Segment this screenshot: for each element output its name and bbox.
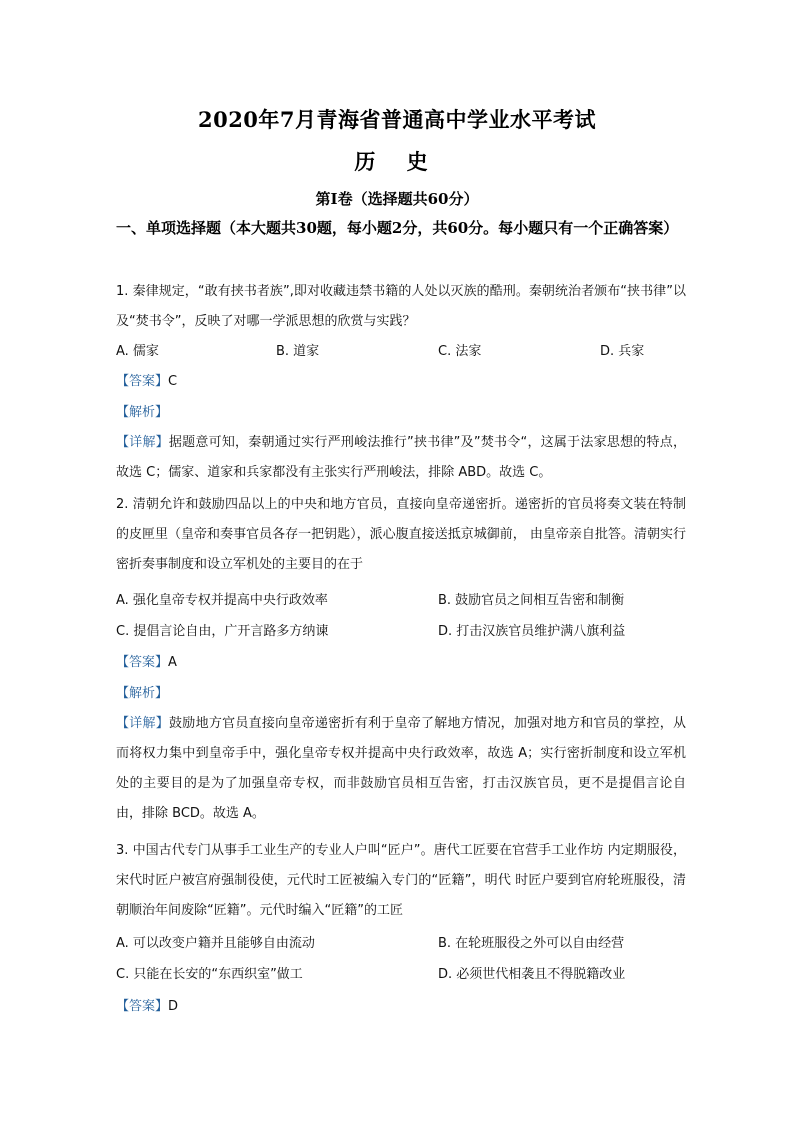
q2-option-c: C. 提倡言论自由，广开言路多方纳谏 xyxy=(116,624,329,639)
q3-answer-line xyxy=(116,997,178,1017)
q2-detail: 鼓励地方官员直接向皇帝递密折有利于皇帝了解地方情况，加强对地方和官员的掌控，从而将权力集中到皇帝手中，强化皇帝专权并提高中央行政效率，故选 A；实行密折制度和设立军机处的主要目的是为了加强皇帝专权，而非鼓励官员相互告密，打击汉族官员，更不是提倡言论自由，排除 BCD。故选 A。 xyxy=(116,716,686,821)
q1-option-b: B. 道家 xyxy=(276,344,320,359)
q2-option-a: A. 强化皇帝专权并提高中央行政效率 xyxy=(116,593,328,608)
q3-option-a: A. 可以改变户籍并且能够自由流动 xyxy=(116,936,315,951)
q2-answer: A xyxy=(168,655,177,670)
q1-detail-block xyxy=(116,428,686,488)
q2-answer-line xyxy=(116,653,177,673)
q2-analysis-label: 【解析】 xyxy=(116,686,169,701)
question-2-stem: 2. 清朝允许和鼓励四品以上的中央和地方官员，直接向皇帝递密折。递密折的官员将奏文装在特制的皮匣里（皇帝和奏事官员各存一把钥匙），派心腹直接送抵京城御前， 由皇帝亲自批答。清朝实行密折奏事制度和设立军机处的主要目的在于 xyxy=(116,497,686,572)
section-heading: 一、单项选择题（本大题共30题，每小题2分，共60分。每小题只有一个正确答案） xyxy=(116,219,679,237)
q1-option-a: A. 儒家 xyxy=(116,344,159,359)
answer-label: 【答案】 xyxy=(116,374,169,389)
q3-option-c: C. 只能在长安的“东西织室”做工 xyxy=(116,967,303,982)
q2-option-d: D. 打击汉族官员维护满八旗利益 xyxy=(438,624,626,639)
q1-detail: 据题意可知，秦朝通过实行严刑峻法推行”挟书律”及”焚书令“，这属于法家思想的特点，故选 C；儒家、道家和兵家都没有主张实行严刑峻法，排除 ABD。故选 C。 xyxy=(116,435,686,480)
exam-title: 2020年7月青海省普通高中学业水平考试 xyxy=(197,107,597,132)
q3-option-b: B. 在轮班服役之外可以自由经营 xyxy=(438,936,625,951)
q1-answer: C xyxy=(168,374,178,389)
q3-option-d: D. 必须世代相袭且不得脱籍改业 xyxy=(438,967,626,982)
detail-label: 【详解】 xyxy=(116,435,169,450)
q2-detail-block xyxy=(116,709,686,829)
q1-option-d: D. 兵家 xyxy=(600,344,645,359)
volume-title: 第Ⅰ卷（选择题共60分） xyxy=(315,190,479,208)
q3-answer: D xyxy=(168,999,179,1014)
q1-option-c: C. 法家 xyxy=(438,344,482,359)
subject-title: 历 史 xyxy=(354,149,440,174)
answer-label: 【答案】 xyxy=(116,655,169,670)
question-1-stem: 1. 秦律规定，“敢有挟书者族”,即对收藏违禁书籍的人处以灭族的酷刑。秦朝统治者颁布“挟书律”以及“焚书令”，反映了对哪一学派思想的欣赏与实践？ xyxy=(116,284,686,329)
answer-label: 【答案】 xyxy=(116,999,169,1014)
question-3-stem: 3. 中国古代专门从事手工业生产的专业人户叫“匠户”。唐代工匠要在官营手工业作坊 内定期服役，宋代时匠户被宫府强制役使，元代时工匠被编入专门的“匠籍”，明代 时匠户要到官府轮班服役，清朝顺治年间废除“匠籍”。元代时编入“匠籍”的工匠 xyxy=(116,843,686,918)
q2-option-b: B. 鼓励官员之间相互告密和制衡 xyxy=(438,593,625,608)
q1-analysis-label: 【解析】 xyxy=(116,405,169,420)
q1-answer-line xyxy=(116,372,177,392)
detail-label: 【详解】 xyxy=(116,716,170,731)
